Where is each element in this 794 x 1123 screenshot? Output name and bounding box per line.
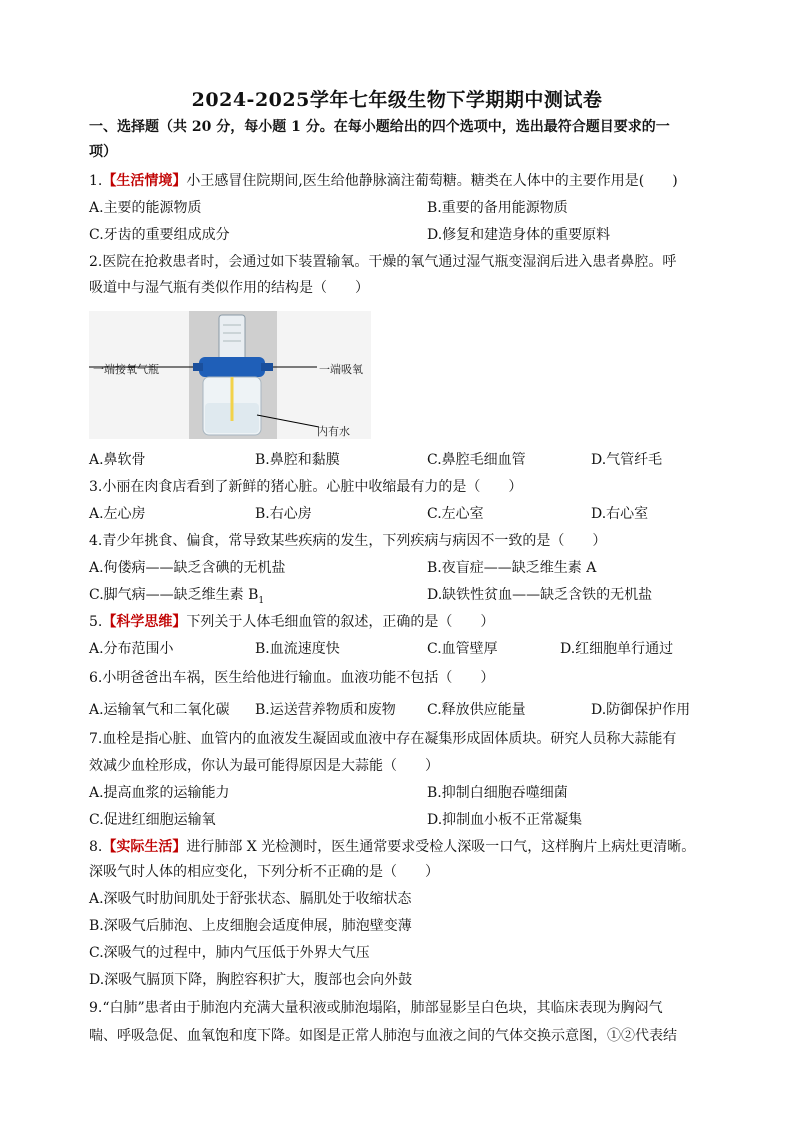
- q2-option-b: B.鼻腔和黏膜: [255, 452, 340, 468]
- q7-option-d: D.抑制血小板不正常凝集: [427, 812, 583, 828]
- question-9: 9.“白肺”患者由于肺泡内充满大量积液或肺泡塌陷，肺部显影呈白色块，其临床表现为胸闷气: [89, 1000, 663, 1016]
- question-stem: 小王感冒住院期间,医生给他静脉滴注葡萄糖。糖类在人体中的主要作用是( ): [186, 173, 678, 189]
- q8-option-b: B.深吸气后肺泡、上皮细胞会适度伸展，肺泡壁变薄: [89, 918, 412, 934]
- question-1: [89, 171, 678, 191]
- question-4: 4.青少年挑食、偏食，常导致某些疾病的发生，下列疾病与病因不一致的是（ ）: [89, 533, 607, 549]
- humidifier-figure: [89, 311, 371, 439]
- page-title: 2024-2025学年七年级生物下学期期中测试卷: [191, 89, 603, 111]
- question-number: 5.: [89, 614, 103, 630]
- question-2: 2.医院在抢救患者时，会通过如下装置输氧。干燥的氧气通过湿气瓶变湿润后进入患者鼻腔。呼: [89, 254, 677, 270]
- question-number: 1.: [89, 173, 103, 189]
- context-tag: 【生活情境】: [102, 173, 187, 189]
- q4-option-b: B.夜盲症——缺乏维生素 A: [427, 560, 597, 576]
- q1-option-c: C.牙齿的重要组成成分: [89, 227, 230, 243]
- question-stem: 下列关于人体毛细血管的叙述，正确的是（ ）: [186, 614, 495, 630]
- section-heading: 一、选择题（共 20 分，每小题 1 分。在每小题给出的四个选项中，选出最符合题目要求的一: [89, 119, 670, 135]
- q8-option-a: A.深吸气时肋间肌处于舒张状态、膈肌处于收缩状态: [89, 891, 412, 907]
- question-7-cont: 效减少血栓形成，你认为最可能得原因是大蒜能（ ）: [89, 758, 439, 774]
- question-stem: 进行肺部 X 光检测时，医生通常要求受检人深吸一口气，这样胸片上病灶更清晰。: [186, 839, 696, 855]
- q6-option-a: A.运输氧气和二氧化碳: [89, 702, 230, 718]
- q4-option-d: D.缺铁性贫血——缺乏含铁的无机盐: [427, 587, 653, 603]
- question-9-cont: 喘、呼吸急促、血氧饱和度下降。如图是正常人肺泡与血液之间的气体交换示意图，①②代表结: [89, 1028, 677, 1044]
- question-5: [89, 612, 494, 632]
- q5-option-b: B.血流速度快: [255, 641, 340, 657]
- question-6: 6.小明爸爸出车祸，医生给他进行输血。血液功能不包括（ ）: [89, 670, 495, 686]
- q3-option-b: B.右心房: [255, 506, 312, 522]
- q5-option-c: C.血管壁厚: [427, 641, 498, 657]
- question-2-cont: 吸道中与湿气瓶有类似作用的结构是（ ）: [89, 280, 369, 296]
- question-number: 8.: [89, 839, 103, 855]
- q6-option-b: B.运送营养物质和废物: [255, 702, 396, 718]
- q4-option-a: A.佝偻病——缺乏含碘的无机盐: [89, 560, 286, 576]
- q7-option-b: B.抑制白细胞吞噬细菌: [427, 785, 568, 801]
- q3-option-a: A.左心房: [89, 506, 146, 522]
- q4-option-c: C.脚气病——缺乏维生素 $B_1$: [89, 587, 265, 606]
- q2-option-d: D.气管纤毛: [591, 452, 663, 468]
- q3-option-c: C.左心室: [427, 506, 484, 522]
- q8-option-d: D.深吸气膈顶下降，胸腔容积扩大，腹部也会向外鼓: [89, 972, 413, 988]
- q6-option-d: D.防御保护作用: [591, 702, 691, 718]
- question-7: 7.血栓是指心脏、血管内的血液发生凝固或血液中存在凝集形成固体质块。研究人员称大蒜能有: [89, 731, 677, 747]
- q2-option-a: A.鼻软骨: [89, 452, 146, 468]
- section-heading-cont: 项）: [89, 144, 117, 160]
- q7-option-a: A.提高血浆的运输能力: [89, 785, 230, 801]
- question-8-cont: 深吸气时人体的相应变化，下列分析不正确的是（ ）: [89, 864, 439, 880]
- q7-option-c: C.促进红细胞运输氧: [89, 812, 216, 828]
- q1-option-b: B.重要的备用能源物质: [427, 200, 568, 216]
- q5-option-d: D.红细胞单行通过: [560, 641, 674, 657]
- context-tag: 【科学思维】: [102, 614, 187, 630]
- figure-label-water: 内有水: [317, 425, 350, 438]
- context-tag: 【实际生活】: [102, 839, 187, 855]
- figure-label-oxygen-bottle: 一端接氧气瓶: [93, 363, 159, 376]
- q1-option-a: A.主要的能源物质: [89, 200, 202, 216]
- q6-option-c: C.释放供应能量: [427, 702, 526, 718]
- q8-option-c: C.深吸气的过程中，肺内气压低于外界大气压: [89, 945, 370, 961]
- q2-option-c: C.鼻腔毛细血管: [427, 452, 526, 468]
- question-3: 3.小丽在肉食店看到了新鲜的猪心脏。心脏中收缩最有力的是（ ）: [89, 479, 523, 495]
- figure-label-inhale: 一端吸氧: [319, 363, 363, 376]
- q3-option-d: D.右心室: [591, 506, 649, 522]
- q5-option-a: A.分布范围小: [89, 641, 174, 657]
- q1-option-d: D.修复和建造身体的重要原料: [427, 227, 611, 243]
- question-8: [89, 837, 695, 857]
